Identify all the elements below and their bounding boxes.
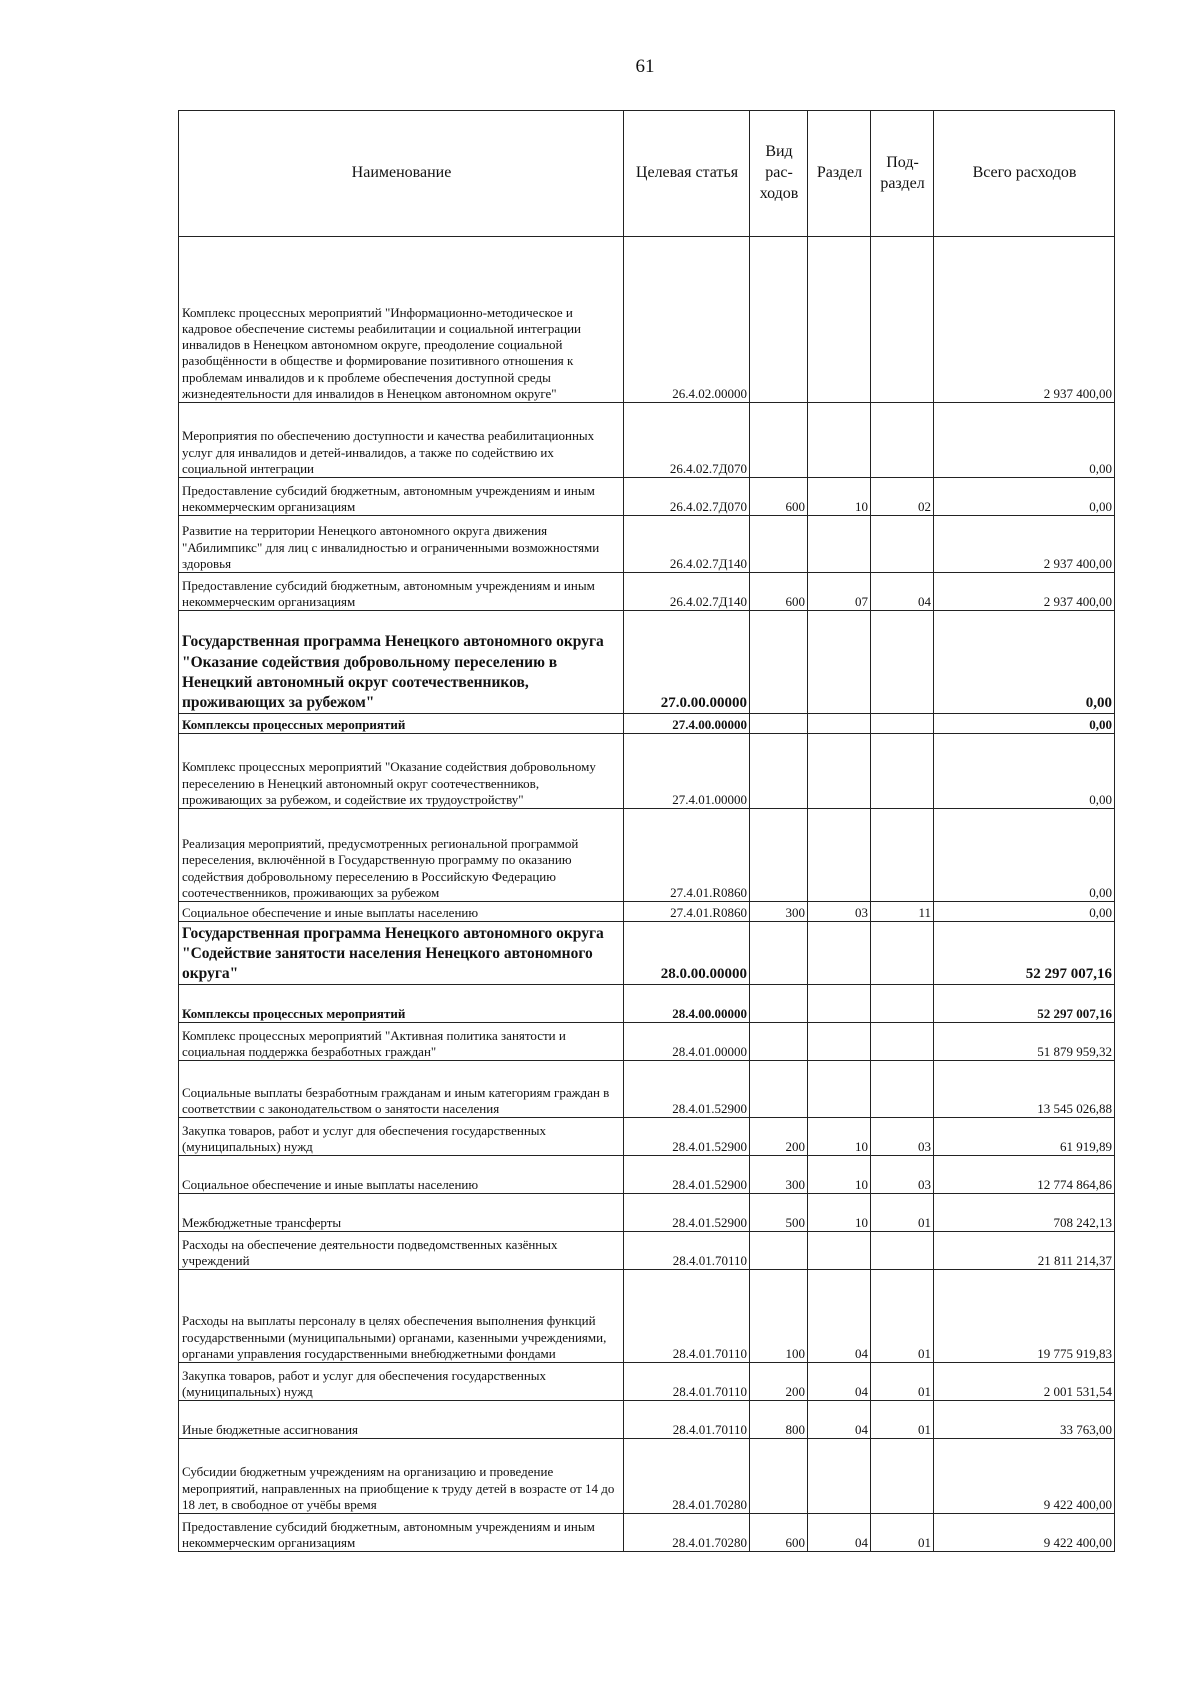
cell-target: 27.0.00.00000 — [624, 611, 750, 714]
table-row — [179, 1363, 1115, 1401]
cell-name: Предоставление субсидий бюджетным, автономным учреждениям и иным некоммерческим организациям — [179, 478, 624, 516]
header-vid-line3: ходов — [759, 184, 799, 202]
cell-target: 28.4.01.52900 — [624, 1194, 750, 1232]
cell-vid: 200 — [750, 1118, 808, 1156]
table-body — [179, 237, 1115, 1552]
cell-name: Иные бюджетные ассигнования — [179, 1401, 624, 1439]
header-vid — [750, 111, 808, 237]
cell-razdel — [808, 1439, 871, 1514]
cell-target: 28.0.00.00000 — [624, 922, 750, 985]
cell-total: 21 811 214,37 — [934, 1232, 1115, 1270]
cell-podrazdel — [871, 1023, 934, 1061]
cell-name: Закупка товаров, работ и услуг для обеспечения государственных (муниципальных) нужд — [179, 1118, 624, 1156]
cell-vid: 600 — [750, 1514, 808, 1552]
cell-total: 13 545 026,88 — [934, 1061, 1115, 1118]
cell-target: 28.4.01.70280 — [624, 1514, 750, 1552]
cell-name: Комплекс процессных мероприятий "Активная политика занятости и социальная поддержка безработных граждан" — [179, 1023, 624, 1061]
cell-total: 708 242,13 — [934, 1194, 1115, 1232]
table-row — [179, 611, 1115, 714]
cell-target: 28.4.01.52900 — [624, 1061, 750, 1118]
cell-razdel: 10 — [808, 1156, 871, 1194]
cell-target: 27.4.01.R0860 — [624, 809, 750, 902]
table-row — [179, 1514, 1115, 1552]
cell-podrazdel: 01 — [871, 1401, 934, 1439]
table-row — [179, 985, 1115, 1023]
table-header-row — [179, 111, 1115, 237]
table-row — [179, 1023, 1115, 1061]
cell-vid — [750, 1023, 808, 1061]
cell-razdel: 10 — [808, 478, 871, 516]
table-row — [179, 1401, 1115, 1439]
cell-total: 52 297 007,16 — [934, 985, 1115, 1023]
cell-vid — [750, 809, 808, 902]
cell-razdel: 04 — [808, 1401, 871, 1439]
cell-podrazdel: 03 — [871, 1156, 934, 1194]
cell-vid: 300 — [750, 1156, 808, 1194]
cell-target: 28.4.00.00000 — [624, 985, 750, 1023]
cell-target: 28.4.01.52900 — [624, 1156, 750, 1194]
cell-target: 26.4.02.7Д070 — [624, 478, 750, 516]
cell-razdel — [808, 985, 871, 1023]
cell-vid: 800 — [750, 1401, 808, 1439]
cell-podrazdel — [871, 734, 934, 809]
cell-name: Субсидии бюджетным учреждениям на организацию и проведение мероприятий, направленных на приобщение к труду детей в возрасте от 14 до 18 лет, в свободное от учёбы время — [179, 1439, 624, 1514]
cell-podrazdel — [871, 1232, 934, 1270]
cell-total: 2 937 400,00 — [934, 516, 1115, 573]
table-row — [179, 1061, 1115, 1118]
cell-razdel — [808, 922, 871, 985]
cell-target: 28.4.01.70110 — [624, 1232, 750, 1270]
cell-name: Расходы на выплаты персоналу в целях обеспечения выполнения функций государственными (муниципальными) органами, казенными учреждениями, органами управления государственными внебюджетными фондами — [179, 1270, 624, 1363]
page-number: 61 — [635, 56, 655, 77]
cell-name: Комплекс процессных мероприятий "Оказание содействия добровольному переселению в Ненецкий автономный округ соотечественников, проживающих за рубежом, и содействие их трудоустройству" — [179, 734, 624, 809]
cell-total: 51 879 959,32 — [934, 1023, 1115, 1061]
cell-vid — [750, 516, 808, 573]
cell-podrazdel: 01 — [871, 1363, 934, 1401]
cell-podrazdel: 01 — [871, 1194, 934, 1232]
header-vid-line2: рас- — [765, 164, 793, 182]
cell-name: Предоставление субсидий бюджетным, автономным учреждениям и иным некоммерческим организациям — [179, 1514, 624, 1552]
table-row — [179, 237, 1115, 403]
cell-podrazdel — [871, 985, 934, 1023]
cell-name: Комплексы процессных мероприятий — [179, 714, 624, 734]
cell-podrazdel — [871, 403, 934, 478]
cell-vid: 300 — [750, 902, 808, 922]
cell-vid — [750, 985, 808, 1023]
cell-total: 33 763,00 — [934, 1401, 1115, 1439]
cell-razdel: 10 — [808, 1118, 871, 1156]
cell-name: Государственная программа Ненецкого автономного округа "Оказание содействия добровольному переселению в Ненецкий автономный округ соотечественников, проживающих за рубежом" — [179, 611, 624, 714]
cell-podrazdel — [871, 516, 934, 573]
cell-name: Государственная программа Ненецкого автономного округа "Содействие занятости населения Ненецкого автономного округа" — [179, 922, 624, 985]
cell-podrazdel: 01 — [871, 1514, 934, 1552]
cell-target: 27.4.00.00000 — [624, 714, 750, 734]
cell-razdel — [808, 237, 871, 403]
cell-razdel — [808, 1023, 871, 1061]
table-row — [179, 809, 1115, 902]
cell-vid: 600 — [750, 573, 808, 611]
cell-target: 27.4.01.R0860 — [624, 902, 750, 922]
header-podrazdel-line1: Под- — [886, 153, 919, 171]
table-row — [179, 734, 1115, 809]
cell-name: Расходы на обеспечение деятельности подведомственных казённых учреждений — [179, 1232, 624, 1270]
cell-podrazdel: 11 — [871, 902, 934, 922]
cell-total: 9 422 400,00 — [934, 1514, 1115, 1552]
cell-razdel: 03 — [808, 902, 871, 922]
cell-target: 28.4.01.00000 — [624, 1023, 750, 1061]
cell-target: 28.4.01.70280 — [624, 1439, 750, 1514]
cell-name: Предоставление субсидий бюджетным, автономным учреждениям и иным некоммерческим организациям — [179, 573, 624, 611]
cell-podrazdel — [871, 714, 934, 734]
cell-name: Закупка товаров, работ и услуг для обеспечения государственных (муниципальных) нужд — [179, 1363, 624, 1401]
cell-vid — [750, 734, 808, 809]
table-row — [179, 1232, 1115, 1270]
cell-target: 26.4.02.00000 — [624, 237, 750, 403]
cell-total: 61 919,89 — [934, 1118, 1115, 1156]
cell-total: 52 297 007,16 — [934, 922, 1115, 985]
cell-target: 28.4.01.70110 — [624, 1401, 750, 1439]
cell-vid: 600 — [750, 478, 808, 516]
header-razdel: Раздел — [808, 111, 871, 237]
cell-vid — [750, 1232, 808, 1270]
cell-target: 28.4.01.70110 — [624, 1363, 750, 1401]
cell-razdel — [808, 1061, 871, 1118]
header-target: Целевая статья — [624, 111, 750, 237]
cell-podrazdel — [871, 809, 934, 902]
cell-target: 26.4.02.7Д140 — [624, 573, 750, 611]
cell-name: Комплекс процессных мероприятий "Информационно-методическое и кадровое обеспечение системы реабилитации и социальной интеграции инвалидов в Ненецком автономном округе, преодоление социальной разобщённости в обществе и формирование позитивного отношения к проблемам инвалидов и к проблеме обеспечения доступной среды жизнедеятельности для инвалидов в Ненецком автономном округе" — [179, 237, 624, 403]
table-row — [179, 902, 1115, 922]
table-row — [179, 516, 1115, 573]
header-vid-line1: Вид — [765, 143, 793, 161]
cell-name: Мероприятия по обеспечению доступности и качества реабилитационных услуг для инвалидов и детей-инвалидов, а также по содействию их социальной интеграции — [179, 403, 624, 478]
cell-total: 0,00 — [934, 902, 1115, 922]
cell-razdel: 04 — [808, 1270, 871, 1363]
header-total: Всего расходов — [934, 111, 1115, 237]
cell-total: 2 937 400,00 — [934, 237, 1115, 403]
cell-total: 0,00 — [934, 403, 1115, 478]
header-podrazdel-line2: раздел — [880, 174, 925, 192]
cell-target: 26.4.02.7Д070 — [624, 403, 750, 478]
cell-razdel — [808, 734, 871, 809]
table-row — [179, 1270, 1115, 1363]
cell-name: Межбюджетные трансферты — [179, 1194, 624, 1232]
cell-vid: 500 — [750, 1194, 808, 1232]
header-podrazdel — [871, 111, 934, 237]
cell-total: 19 775 919,83 — [934, 1270, 1115, 1363]
cell-target: 28.4.01.70110 — [624, 1270, 750, 1363]
cell-razdel: 07 — [808, 573, 871, 611]
cell-podrazdel — [871, 1439, 934, 1514]
cell-podrazdel: 04 — [871, 573, 934, 611]
cell-podrazdel — [871, 611, 934, 714]
cell-total: 2 937 400,00 — [934, 573, 1115, 611]
cell-total: 0,00 — [934, 809, 1115, 902]
cell-total: 0,00 — [934, 478, 1115, 516]
table-row — [179, 714, 1115, 734]
cell-vid — [750, 1439, 808, 1514]
cell-total: 0,00 — [934, 611, 1115, 714]
table-row — [179, 573, 1115, 611]
table-row — [179, 403, 1115, 478]
cell-podrazdel: 03 — [871, 1118, 934, 1156]
cell-vid — [750, 237, 808, 403]
cell-vid: 200 — [750, 1363, 808, 1401]
cell-name: Развитие на территории Ненецкого автономного округа движения "Абилимпикс" для лиц с инвалидностью и ограниченными возможностями здоровья — [179, 516, 624, 573]
cell-name: Социальное обеспечение и иные выплаты населению — [179, 1156, 624, 1194]
cell-podrazdel: 02 — [871, 478, 934, 516]
cell-vid — [750, 922, 808, 985]
table-row — [179, 1439, 1115, 1514]
table-row — [179, 1156, 1115, 1194]
cell-razdel: 04 — [808, 1514, 871, 1552]
cell-razdel — [808, 516, 871, 573]
cell-target: 28.4.01.52900 — [624, 1118, 750, 1156]
cell-vid — [750, 714, 808, 734]
table-row — [179, 478, 1115, 516]
table-row — [179, 922, 1115, 985]
cell-razdel — [808, 611, 871, 714]
cell-podrazdel — [871, 237, 934, 403]
cell-total: 12 774 864,86 — [934, 1156, 1115, 1194]
cell-vid — [750, 403, 808, 478]
cell-razdel: 10 — [808, 1194, 871, 1232]
cell-vid: 100 — [750, 1270, 808, 1363]
cell-podrazdel: 01 — [871, 1270, 934, 1363]
cell-vid — [750, 1061, 808, 1118]
cell-total: 0,00 — [934, 714, 1115, 734]
cell-total: 0,00 — [934, 734, 1115, 809]
cell-total: 2 001 531,54 — [934, 1363, 1115, 1401]
cell-name: Социальное обеспечение и иные выплаты населению — [179, 902, 624, 922]
cell-razdel — [808, 714, 871, 734]
cell-name: Реализация мероприятий, предусмотренных региональной программой переселения, включённой в Государственную программу по оказанию содействия добровольному переселению в Российскую Федерацию соотечественников, проживающих за рубежом — [179, 809, 624, 902]
cell-target: 26.4.02.7Д140 — [624, 516, 750, 573]
cell-name: Комплексы процессных мероприятий — [179, 985, 624, 1023]
cell-target: 27.4.01.00000 — [624, 734, 750, 809]
cell-total: 9 422 400,00 — [934, 1439, 1115, 1514]
budget-table — [178, 110, 1115, 1552]
table-row — [179, 1194, 1115, 1232]
cell-razdel — [808, 809, 871, 902]
cell-podrazdel — [871, 1061, 934, 1118]
table-row — [179, 1118, 1115, 1156]
cell-razdel: 04 — [808, 1363, 871, 1401]
cell-razdel — [808, 1232, 871, 1270]
header-name: Наименование — [179, 111, 624, 237]
cell-razdel — [808, 403, 871, 478]
cell-podrazdel — [871, 922, 934, 985]
cell-name: Социальные выплаты безработным гражданам и иным категориям граждан в соответствии с законодательством о занятости населения — [179, 1061, 624, 1118]
cell-vid — [750, 611, 808, 714]
